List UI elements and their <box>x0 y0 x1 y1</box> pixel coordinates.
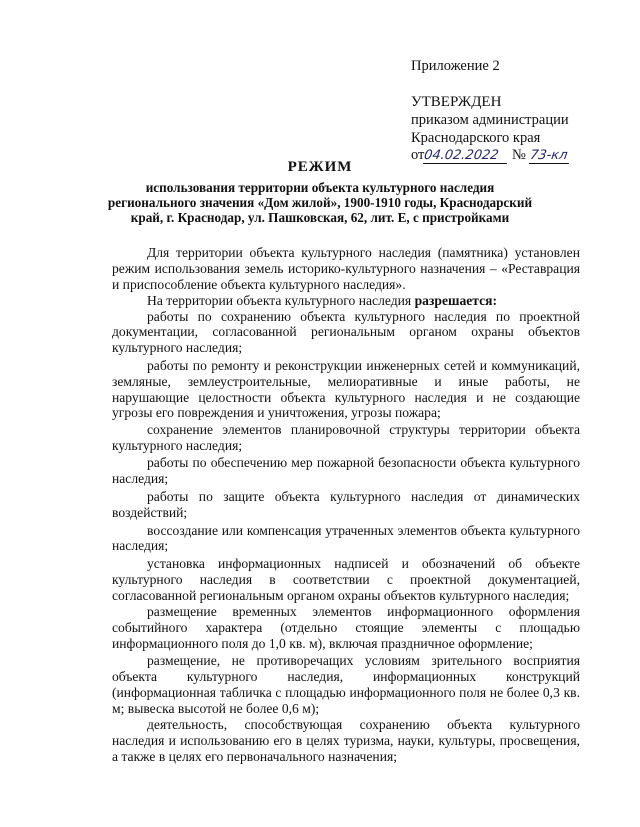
document-title: РЕЖИМ <box>287 159 353 175</box>
list-item: деятельность, способствующая сохранению объекта культурного наследия и использованию его в целях туризма, науки, культуры, просвещения, а также в целях его первоначального назначения; <box>112 717 580 764</box>
approved-label: УТВЕРЖДЕН <box>411 94 502 110</box>
list-item: сохранение элементов планировочной структуры территории объекта культурного наследия; <box>112 421 580 453</box>
list-item: работы по обеспечению мер пожарной безопасности объекта культурного наследия; <box>112 455 580 487</box>
appendix-label: Приложение 2 <box>411 58 500 74</box>
list-item: размещение временных элементов информационного оформления событийного характера (отдельно стоящие элементы с площадью информационного поля до 1,0 кв. м), включая праздничное оформление; <box>112 604 580 651</box>
allowed-heading-text: На территории объекта культурного наследия <box>147 292 412 308</box>
order-number-handwritten: 73-кл <box>528 148 570 164</box>
allowed-heading <box>112 293 580 309</box>
document-subtitle-line-2: регионального значения «Дом жилой», 1900-1910 годы, Краснодарский <box>107 195 533 210</box>
document-subtitle-line-3: край, г. Краснодар, ул. Пашковская, 62, лит. Е, с пристройками <box>130 210 510 225</box>
region-label: Краснодарского края <box>411 130 541 146</box>
list-item: работы по сохранению объекта культурного наследия по проектной документации, согласованной региональным органом охраны объектов культурного наследия; <box>112 308 580 356</box>
document-body <box>112 245 580 765</box>
list-item: установка информационных надписей и обозначений об объекте культурного наследия в соответствии с проектной документацией, согласованной региональным органом охраны объектов культурного наследия; <box>112 556 580 603</box>
order-from-label: от <box>411 147 425 163</box>
intro-paragraph: Для территории объекта культурного наследия (памятника) установлен режим использования земель историко-культурного назначения – «Реставрация и приспособление объекта культурного наследия». <box>112 245 580 292</box>
approved-by-label: приказом администрации <box>411 112 569 128</box>
list-item: работы по защите объекта культурного наследия от динамических воздействий; <box>112 488 580 520</box>
document-subtitle-line-1: использования территории объекта культурного наследия <box>145 180 495 195</box>
list-item: воссоздание или компенсация утраченных элементов объекта культурного наследия; <box>112 522 580 554</box>
order-date-handwritten: 04.02.2022 <box>423 148 509 164</box>
list-item: размещение, не противоречащих условиям зрительного восприятия объекта культурного наследия, информационных конструкций (информационная табличка с площадью информационного поля не более 0,3 кв. м; вывеска высотой не более 0,6 м); <box>112 653 580 716</box>
list-item: работы по ремонту и реконструкции инженерных сетей и коммуникаций, земляные, землеустроительные, мелиоративные и иные работы, не нарушающие целостности объекта культурного наследия и не создающие угрозы его повреждения и уничтожения, угрозы пожара; <box>112 358 580 421</box>
allowed-heading-bold: разрешается: <box>414 292 498 308</box>
order-number-label: № <box>512 147 526 163</box>
